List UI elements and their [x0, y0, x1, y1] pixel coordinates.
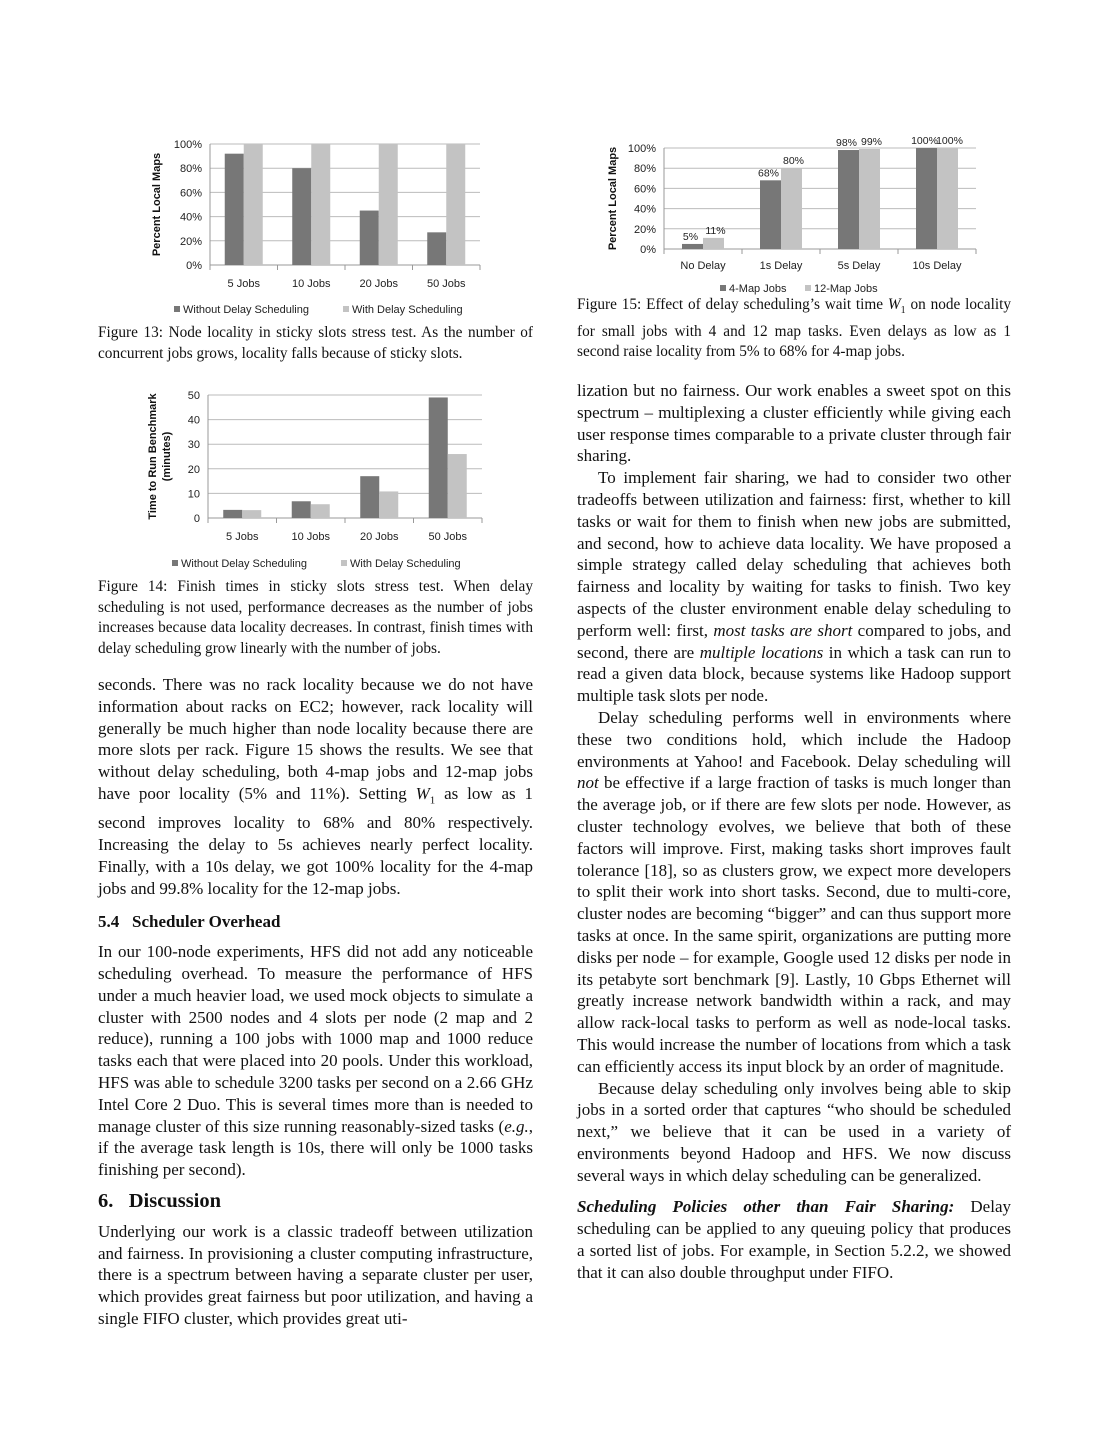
data-label: 99% [860, 136, 883, 149]
x-tick-label: 10s Delay [912, 260, 962, 272]
y-axis-label: Percent Local Maps [607, 146, 619, 251]
paragraph-sweet-spot: lization but no fairness. Our work enables a sweet spot on this spectrum – multiplexing a cluster efficiently while giving each user response times comparable to a private cluster through fair sharing. [577, 381, 1011, 466]
legend-label: With Delay Scheduling [350, 558, 461, 570]
bar [292, 501, 311, 518]
bar [703, 238, 724, 249]
bar [311, 504, 330, 518]
legend-swatch [720, 285, 726, 291]
x-tick-label: 50 Jobs [426, 278, 466, 290]
data-label: 11% [705, 224, 726, 237]
paragraph-scheduling-policies: Scheduling Policies other than Fair Sharing: Delay scheduling can be applied to any queuing policy that produces a sorted list of jobs. For example, in Section 5.2.2, we showed that it can also double throughput under FIFO. [577, 1197, 1011, 1282]
legend-swatch [343, 306, 349, 312]
y-axis-label: Time to Run Benchmark [147, 393, 159, 520]
bar [682, 244, 703, 249]
figure-15-svg [600, 130, 1020, 296]
y-tick-label: 100% [173, 139, 202, 151]
bar [379, 491, 398, 518]
paragraph-environments: Delay scheduling performs well in environments where these two conditions hold, which include the Hadoop environments at Yahoo! and Facebook. Delay scheduling will not be effective if a large fraction of tasks is much longer than the average job, or if there are few slots per node. However, as cluster technology evolves, we believe that both of these factors will improve. First, making tasks short improves fault tolerance [18], so as clusters grow, we expect more developers to split their work into short tasks. Second, due to multi-core, cluster nodes are becoming “bigger” and can thus support more tasks at once. In the same spirit, organizations are putting more disks per node – for example, Google used 12 disks per node in its petabyte sort benchmark [9]. Lastly, 10 Gbps Ethernet will greatly increase network bandwidth within a rack, and may allow rack-local tasks to perform as well as node-local tasks. This would increase the number of locations from which a task can efficiently access its input block by an order of magnitude. [577, 707, 1011, 1076]
figure-15-caption: Figure 15: Effect of delay scheduling’s wait time $W_1$ on node locality for small jobs with 4 and 12 map tasks. Even delays as low as 1 second raise locality from 5% to 68% for 4-map jobs. [577, 296, 1011, 361]
paragraph-implement-fair-sharing: To implement fair sharing, we had to consider two other tradeoffs between utilization and fairness: first, whether to kill tasks or wait for them to finish when new jobs are submitted, and second, how to achieve data locality. We have proposed a simple strategy called delay scheduling that achieves both fairness and locality by waiting for tasks to finish. Two key aspects of the cluster environment enable delay scheduling to perform well: first, most tasks are short compared to jobs, and second, there are multiple locations in which a task can run to read a given data block, because systems like Hadoop support multiple task slots per node. [577, 468, 1012, 706]
bar [859, 149, 880, 249]
data-label: 68% [757, 167, 780, 180]
legend-label: Without Delay Scheduling [183, 304, 309, 316]
data-label: 100% [911, 135, 938, 147]
legend-label: With Delay Scheduling [352, 304, 463, 316]
figure-14-caption: Figure 14: Finish times in sticky slots stress test. When delay scheduling is not used, performance decreases as the number of jobs increases because data locality decreases. In contrast, finish times with delay scheduling grow linearly with the number of jobs. [98, 578, 533, 657]
x-tick-label: 10 Jobs [291, 278, 331, 290]
paragraph-generalization: Because delay scheduling only involves being able to skip jobs in a sorted order that captures “who should be scheduled next,” we believe that it can be used in a variety of environments beyond Hadoop and HFS. We now discuss several ways in which delay scheduling can be generalized. [577, 1078, 1011, 1185]
paragraph-overhead: In our 100-node experiments, HFS did not add any noticeable scheduling overhead. To measure the performance of HFS under a much heavier load, we used mock objects to simulate a cluster with 2500 nodes and 4 slots per node (2 map and 2 reduce), running a 100 jobs with 1000 map and 1000 reduce tasks each that were placed into 20 pools. Under this workload, HFS was able to schedule 3200 tasks per second on a 2.66 GHz Intel Core 2 Duo. This is several times more than is needed to manage cluster of this size running reasonably-sized tasks (e.g., if the average task length is 10s, there will only be 1000 tasks finishing per second). [98, 942, 533, 1180]
y-tick-label: 20 [187, 463, 200, 476]
y-tick-label: 40% [633, 203, 656, 216]
y-tick-label: 100% [627, 143, 656, 155]
right-column [577, 380, 1011, 1284]
y-tick-label: 80% [179, 163, 202, 176]
bar [311, 144, 330, 265]
x-tick-label: 1s Delay [759, 260, 803, 272]
y-tick-label: 20% [179, 235, 202, 248]
legend-label: 12-Map Jobs [814, 283, 878, 295]
y-axis-label: Percent Local Maps [151, 152, 163, 257]
x-tick-label: 5 Jobs [226, 531, 259, 543]
y-axis-label: (minutes) [161, 431, 173, 482]
legend-swatch [172, 560, 178, 566]
x-tick-label: 5 Jobs [227, 278, 260, 290]
x-tick-label: 10 Jobs [291, 531, 331, 543]
x-tick-label: 20 Jobs [359, 278, 399, 290]
legend-swatch [805, 285, 811, 291]
y-tick-label: 10 [187, 488, 200, 501]
bar [360, 476, 379, 518]
y-tick-label: 60% [633, 183, 656, 196]
data-label: 5% [682, 230, 699, 243]
y-tick-label: 40 [187, 414, 200, 427]
y-tick-label: 40% [179, 211, 202, 224]
left-column [98, 674, 533, 1330]
bar [244, 144, 263, 265]
legend-label: 4-Map Jobs [729, 283, 787, 295]
figure-14-svg [140, 385, 540, 575]
y-tick-label: 0 [193, 513, 200, 525]
bar [242, 510, 261, 518]
legend-label: Without Delay Scheduling [181, 558, 307, 570]
legend-swatch [341, 560, 347, 566]
bar [838, 150, 859, 249]
legend-swatch [174, 306, 180, 312]
data-label: 80% [782, 155, 805, 168]
bar [916, 148, 937, 249]
bar [760, 180, 781, 249]
x-tick-label: 5s Delay [837, 260, 881, 272]
bar [225, 154, 244, 265]
y-tick-label: 0% [186, 260, 202, 272]
y-tick-label: 30 [187, 439, 200, 452]
data-label: 100% [936, 135, 963, 147]
bar [292, 168, 311, 265]
bar [429, 397, 448, 518]
bar [446, 144, 465, 265]
y-tick-label: 20% [633, 223, 656, 236]
figure-13-svg [140, 130, 540, 320]
bar [427, 232, 446, 265]
figure-13-chart [140, 130, 540, 320]
data-label: 98% [835, 137, 858, 150]
bar [937, 148, 958, 249]
y-tick-label: 60% [179, 187, 202, 200]
paragraph-discussion-intro: Underlying our work is a classic tradeoff between utilization and fairness. In provisioning a cluster computing infrastructure, there is a spectrum between having a separate cluster per user, which provides great fairness but poor utilization, and having a single FIFO cluster, which provides great uti- [98, 1221, 533, 1328]
bar [360, 211, 379, 265]
y-tick-label: 0% [640, 244, 656, 256]
y-tick-label: 50 [187, 390, 200, 402]
figure-14-chart [140, 385, 540, 575]
figure-15-chart [600, 130, 1020, 296]
figure-13-caption: Figure 13: Node locality in sticky slots stress test. As the number of concurrent jobs grows, locality falls because of sticky slots. [98, 324, 533, 362]
x-tick-label: 20 Jobs [359, 531, 399, 543]
bar [379, 144, 398, 265]
x-tick-label: No Delay [680, 260, 726, 272]
x-tick-label: 50 Jobs [428, 531, 468, 543]
paragraph-results: seconds. There was no rack locality because we do not have information about racks on EC2; however, rack locality will generally be much higher than node locality because there are more slots per rack. Figure 15 shows the results. We see that without delay scheduling, both 4-map jobs and 12-map jobs have poor locality (5% and 11%). Setting $W_1$ as low as 1 second improves locality to 68% and 80% respectively. Increasing the delay to 5s achieves nearly perfect locality. Finally, with a 10s delay, we got 100% locality for the 4-map jobs and 99.8% locality for the 12-map jobs. [98, 675, 533, 898]
section-5-4-heading: 5.4 Scheduler Overhead [98, 912, 281, 932]
section-6-heading: 6. Discussion [98, 1189, 222, 1212]
y-tick-label: 80% [633, 163, 656, 176]
bar [223, 510, 242, 518]
bar [781, 168, 802, 249]
bar [448, 454, 467, 518]
